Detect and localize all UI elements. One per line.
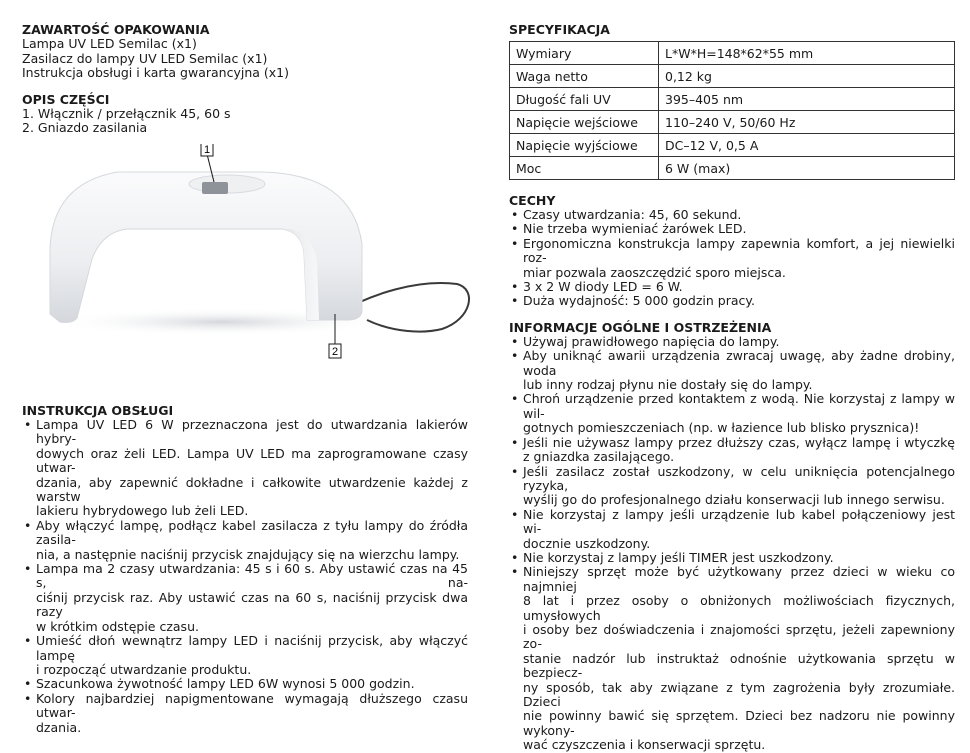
info-item-line: • Chroń urządzenie przed kontaktem z wodą. Nie korzystaj z lampy w wil- (523, 391, 955, 421)
spec-label: Napięcie wyjściowe (510, 134, 659, 157)
info-item-line: 8 lat i przez osoby o obniżonych możliwościach fizycznych, umysłowych (523, 593, 955, 623)
info-item-line: • Niniejszy sprzęt może być użytkowany przez dzieci w wieku co najmniej (523, 564, 955, 594)
info-item-line: ny sposób, tak aby związane z tym zagrożenia były zrozumiałe. Dzieci (523, 679, 955, 709)
features-list (509, 208, 955, 309)
info-item (509, 508, 955, 551)
instruction-item-line: • Aby włączyć lampę, podłącz kabel zasilacza z tyłu lampy do źródła zasila- (36, 517, 468, 548)
spec-value: 395–405 nm (659, 88, 955, 111)
parts-heading: OPIS CZĘŚCI (22, 91, 110, 107)
info-item-line: z gniazdka zasilającego. (523, 449, 675, 465)
features-section (509, 193, 955, 309)
feature-item-line: • Duża wydajność: 5 000 godzin pracy. (523, 293, 755, 309)
info-item-line: gotnych pomieszczeniach (np. w łazience lub blisko prysznica)! (523, 420, 920, 436)
contents-line-1: Lampa UV LED Semilac (x1) (22, 36, 197, 51)
instruction-item-line: lakieru hybrydowego lub żeli LED. (36, 503, 249, 519)
spec-value: 6 W (max) (659, 157, 955, 180)
info-item-line: • Nie korzystaj z lampy jeśli urządzenie lub kabel połączeniowy jest wi- (523, 506, 955, 537)
instruction-item (22, 692, 468, 735)
instruction-item (22, 418, 468, 519)
feature-item-line: • 3 x 2 W diody LED = 6 W. (523, 279, 683, 295)
instruction-item-line: dzania, aby zapewnić dokładne i całkowite utwardzenie każdej z warstw (36, 474, 468, 505)
info-item-line: i osoby bez doświadczenia i znajomości sprzętu, jeżeli zapewniony zo- (523, 621, 955, 652)
power-switch-icon (202, 182, 228, 194)
instructions-list (22, 418, 468, 735)
feature-item (509, 237, 955, 280)
feature-item-line: • Czasy utwardzania: 45, 60 sekund. (523, 207, 742, 222)
instruction-item (22, 634, 468, 677)
info-item (509, 565, 955, 752)
right-column (509, 22, 955, 753)
instruction-item-line: • Lampa UV LED 6 W przeznaczona jest do utwardzania lakierów hybry- (36, 417, 468, 447)
left-column (22, 22, 472, 366)
instruction-item-line: • Lampa ma 2 czasy utwardzania: 45 s i 60 s. Aby ustawić czas na 45 s, na- (36, 561, 468, 591)
info-item-line: lub inny rodzaj płynu nie dostały się do lampy. (523, 377, 813, 393)
info-item-line: • Jeśli nie używasz lampy przez dłuższy czas, wyłącz lampę i wtyczkę (523, 434, 955, 450)
feature-item (509, 280, 955, 294)
feature-item (509, 208, 955, 222)
info-item-line: • Aby uniknąć awarii urządzenia zwracaj uwagę, aby żadne drobiny, woda (523, 348, 955, 378)
instruction-item (22, 562, 468, 634)
info-item-line: stanie nadzór lub instruktaż odnośnie użytkowania sprzętu w bezpiecz- (523, 650, 955, 681)
uv-lamp-image (22, 144, 472, 366)
features-heading: CECHY (509, 193, 556, 208)
instructions-heading: INSTRUKCJA OBSŁUGI (22, 403, 174, 418)
instruction-item-line: nia, a następnie naciśnij przycisk znajdujący się na wierzchu lampy. (36, 546, 460, 562)
info-item (509, 551, 955, 565)
instruction-item-line: dzania. (36, 719, 82, 735)
spec-label: Moc (510, 157, 659, 180)
info-heading: INFORMACJE OGÓLNE I OSTRZEŻENIA (509, 319, 772, 335)
instruction-item (22, 519, 468, 562)
spec-row (510, 157, 955, 180)
info-section (509, 320, 955, 753)
spec-row (510, 134, 955, 157)
callout-2-label: 2 (331, 345, 339, 358)
info-item (509, 436, 955, 465)
instruction-item-line: • Kolory najbardziej napigmentowane wymagają dłuższego czasu utwar- (36, 690, 468, 721)
instruction-item-line: ciśnij przycisk raz. Aby ustawić czas na 60 s, naciśnij przycisk dwa razy (36, 589, 468, 620)
info-item (509, 465, 955, 508)
spec-label: Waga netto (510, 65, 659, 88)
feature-item (509, 294, 955, 308)
instruction-item-line: • Szacunkowa żywotność lampy LED 6W wynosi 5 000 godzin. (36, 676, 415, 692)
contents-heading: ZAWARTOŚĆ OPAKOWANIA (22, 22, 210, 37)
instruction-item (22, 677, 468, 691)
contents-line-3: Instrukcja obsługi i karta gwarancyjna (x1) (22, 65, 289, 81)
feature-item-line: miar pozwala zaoszczędzić sporo miejsca. (523, 264, 786, 280)
spec-label: Wymiary (510, 42, 659, 65)
spec-value: DC–12 V, 0,5 A (659, 134, 955, 157)
info-item-line: • Używaj prawidłowego napięcia do lampy. (523, 333, 780, 349)
spec-table (509, 41, 955, 180)
callout-1-label: 1 (203, 143, 211, 156)
parts-line-2: 2. Gniazdo zasilania (22, 120, 148, 136)
info-item-line: • Nie korzystaj z lampy jeśli TIMER jest uszkodzony. (523, 549, 834, 565)
info-item-line: nie powinny bawić się sprzętem. Dzieci bez nadzoru nie powinny wykony- (523, 708, 955, 738)
spec-label: Napięcie wejściowe (510, 111, 659, 134)
feature-item-line: • Nie trzeba wymieniać żarówek LED. (523, 221, 747, 237)
spec-label: Długość fali UV (510, 88, 659, 111)
spec-heading: SPECYFIKACJA (509, 22, 610, 37)
instruction-item-line: i rozpocząć utwardzanie produktu. (36, 661, 252, 677)
feature-item (509, 222, 955, 236)
spec-value: 110–240 V, 50/60 Hz (659, 111, 955, 134)
instruction-item-line: w krótkim odstępie czasu. (36, 618, 199, 634)
spec-row (510, 88, 955, 111)
info-item (509, 335, 955, 349)
info-item-line: • Jeśli zasilacz został uszkodzony, w celu uniknięcia potencjalnego ryzyka, (523, 463, 955, 493)
spec-value: L*W*H=148*62*55 mm (659, 42, 955, 65)
instruction-item-line: dowych oraz żeli LED. Lampa UV LED ma zaprogramowane czasy utwar- (36, 445, 468, 476)
info-item-line: docznie uszkodzony. (523, 535, 651, 551)
info-item (509, 349, 955, 392)
instructions-section (22, 403, 468, 735)
parts-line-1: 1. Włącznik / przełącznik 45, 60 s (22, 105, 231, 121)
spec-value: 0,12 kg (659, 65, 955, 88)
instruction-item-line: • Umieść dłoń wewnątrz lampy LED i naciśnij przycisk, aby włączyć lampę (36, 633, 468, 663)
spec-row (510, 42, 955, 65)
contents-line-2: Zasilacz do lampy UV LED Semilac (x1) (22, 50, 268, 66)
info-item (509, 392, 955, 435)
lamp-illustration (22, 144, 472, 366)
info-item-line: wyślij go do profesjonalnego działu konserwacji lub innego serwisu. (523, 492, 945, 508)
info-item-line: wać czyszczenia i konserwacji sprzętu. (523, 737, 766, 753)
spec-row (510, 111, 955, 134)
spec-row (510, 65, 955, 88)
info-list (509, 335, 955, 753)
feature-item-line: • Ergonomiczna konstrukcja lampy zapewnia komfort, a jej niewielki roz- (523, 235, 955, 266)
